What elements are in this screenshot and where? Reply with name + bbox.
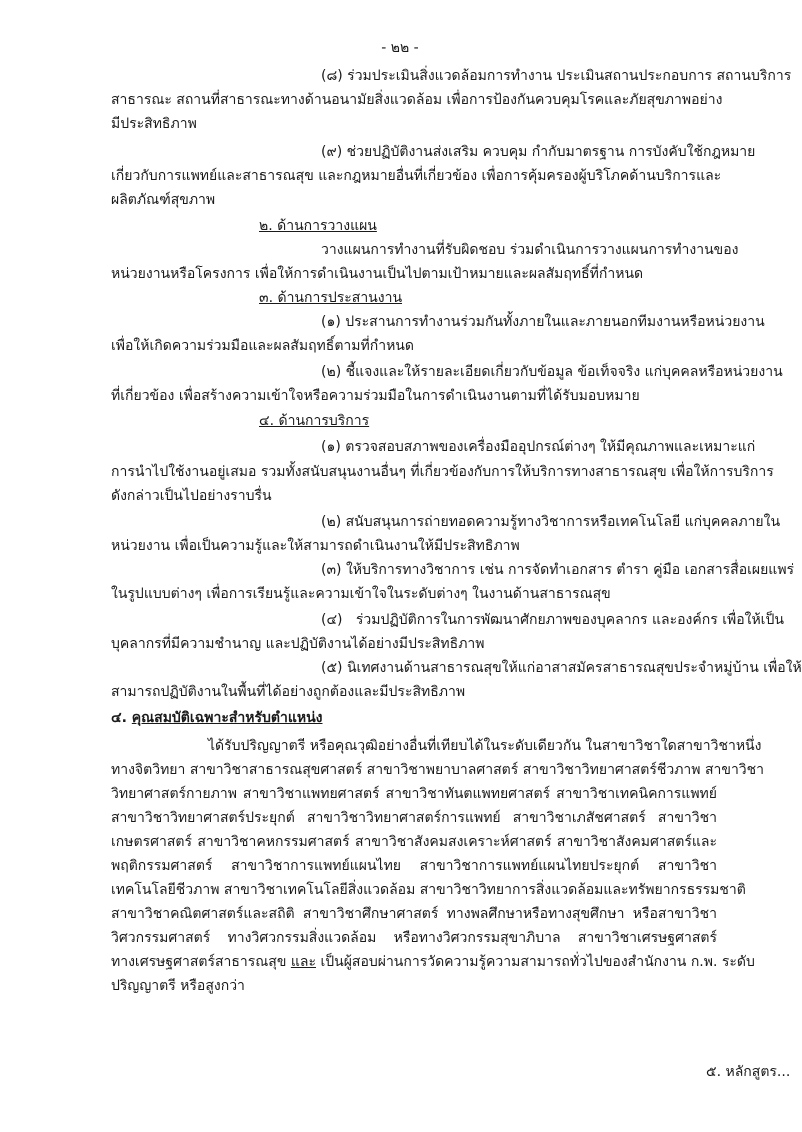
heading-service: ๔. ด้านการบริการ [259,413,370,429]
heading-coordination: ๓. ด้านการประสานงาน [259,290,403,306]
text-line: ผลิตภัณฑ์สุขภาพ [111,192,216,208]
qualification-line: วิศวกรรมศาสตร์ ทางวิศวกรรมสิ่งแวดล้อม หรือทางวิศวกรรมสุขาภิบาล สาขาวิชาเศรษฐศาสตร์ [111,930,717,946]
text-line: ดังกล่าวเป็นไปอย่างราบรื่น [111,488,272,504]
text-line: การนำไปใช้งานอยู่เสมอ รวมทั้งสนับสนุนงานอื่นๆ ที่เกี่ยวข้องกับการให้บริการทางสาธารณสุข เพื่อให้การบริการ [111,464,774,480]
text-line: หน่วยงานหรือโครงการ เพื่อให้การดำเนินงานเป็นไปตามเป้าหมายและผลสัมฤทธิ์ที่กำหนด [111,266,644,282]
text-line: ในรูปแบบต่างๆ เพื่อการเรียนรู้และความเข้าใจในระดับต่างๆ ในงานด้านสาธารณสุข [111,586,611,602]
service-item-2: (๒) สนับสนุนการถ่ายทอดความรู้ทางวิชาการหรือเทคโนโลยี แก่บุคคลภายใน [321,514,781,530]
duty-item-8: (๘) ร่วมประเมินสิ่งแวดล้อมการทำงาน ประเมินสถานประกอบการ สถานบริการ [321,68,792,84]
text-line: หน่วยงาน เพื่อเป็นความรู้และให้สามารถดำเนินงานให้มีประสิทธิภาพ [111,538,520,554]
qualification-line: ทางจิตวิทยา สาขาวิชาสาธารณสุขศาสตร์ สาขาวิชาพยาบาลศาสตร์ สาขาวิชาวิทยาศาสตร์ชีวภาพ สาขาวิชา [111,762,765,778]
qualification-line: ปริญญาตรี หรือสูงกว่า [111,978,245,994]
heading-planning: ๒. ด้านการวางแผน [259,218,377,234]
qualification-line: สาขาวิชาวิทยาศาสตร์ประยุกต์ สาขาวิชาวิทยาศาสตร์การแพทย์ สาขาวิชาเภสัชศาสตร์ สาขาวิชา [111,810,717,826]
text-line: เกี่ยวกับการแพทย์และสาธารณสุข และกฎหมายอื่นที่เกี่ยวข้อง เพื่อการคุ้มครองผู้บริโภคด้านบริการและ [111,168,722,184]
section-4-heading [111,708,323,728]
text-line: มีประสิทธิภาพ [111,116,197,132]
planning-text: วางแผนการทำงานที่รับผิดชอบ ร่วมดำเนินการวางแผนการทำงานของ [321,242,739,258]
qualification-line [111,952,755,972]
section-title: คุณสมบัติเฉพาะสำหรับตำแหน่ง [131,710,323,726]
qualification-line: วิทยาศาสตร์กายภาพ สาขาวิชาแพทยศาสตร์ สาขาวิชาทันตแพทยศาสตร์ สาขาวิชาเทคนิคการแพทย์ [111,786,717,802]
text-line: เพื่อให้เกิดความร่วมมือและผลสัมฤทธิ์ตามที่กำหนด [111,338,414,354]
qualification-line: พฤติกรรมศาสตร์ สาขาวิชาการแพทย์แผนไทย สาขาวิชาการแพทย์แผนไทยประยุกต์ สาขาวิชา [111,858,717,874]
next-page-continuation: ๕. หลักสูตร... [706,1064,791,1080]
text-line: สามารถปฏิบัติงานในพื้นที่ได้อย่างถูกต้องและมีประสิทธิภาพ [111,684,466,700]
service-item-3: (๓) ให้บริการทางวิชาการ เช่น การจัดทำเอกสาร ตำรา คู่มือ เอกสารสื่อเผยแพร่ [321,562,795,578]
text-line: สาธารณะ สถานที่สาธารณะทางด้านอนามัยสิ่งแวดล้อม เพื่อการป้องกันควบคุมโรคและภัยสุขภาพอย่าง [111,92,723,108]
coordination-item-2: (๒) ชี้แจงและให้รายละเอียดเกี่ยวกับข้อมูล ข้อเท็จจริง แก่บุคคลหรือหน่วยงาน [321,364,783,380]
service-item-4: (๔) ร่วมปฏิบัติการในการพัฒนาศักยภาพของบุคลากร และองค์กร เพื่อให้เป็น [321,612,784,628]
page-number: - ๒๒ - [381,40,419,56]
text-segment: ทางเศรษฐศาสตร์สาธารณสุข [111,954,287,970]
text-line: บุคลากรที่มีความชำนาญ และปฏิบัติงานได้อย่างมีประสิทธิภาพ [111,636,485,652]
text-line: ที่เกี่ยวข้อง เพื่อสร้างความเข้าใจหรือความร่วมมือในการดำเนินงานตามที่ได้รับมอบหมาย [111,388,640,404]
coordination-item-1: (๑) ประสานการทำงานร่วมกันทั้งภายในและภายนอกทีมงานหรือหน่วยงาน [321,314,765,330]
qualification-line: เทคโนโลยีชีวภาพ สาขาวิชาเทคโนโลยีสิ่งแวดล้อม สาขาวิชาวิทยาการสิ่งแวดล้อมและทรัพยากรธรรมชาติ [111,882,746,898]
and-underlined: และ [290,954,316,970]
duty-item-9: (๙) ช่วยปฏิบัติงานส่งเสริม ควบคุม กำกับมาตรฐาน การบังคับใช้กฎหมาย [321,144,756,160]
section-number: ๔. [111,710,127,726]
service-item-1: (๑) ตรวจสอบสภาพของเครื่องมืออุปกรณ์ต่างๆ ให้มีคุณภาพและเหมาะแก่ [321,439,756,455]
text-segment: เป็นผู้สอบผ่านการวัดความรู้ความสามารถทั่วไปของสำนักงาน ก.พ. ระดับ [320,954,755,970]
qualification-line: ได้รับปริญญาตรี หรือคุณวุฒิอย่างอื่นที่เทียบได้ในระดับเดียวกัน ในสาขาวิชาใดสาขาวิชาหนึ่ง [208,738,762,754]
qualification-line: เกษตรศาสตร์ สาขาวิชาคหกรรมศาสตร์ สาขาวิชาสังคมสงเคราะห์ศาสตร์ สาขาวิชาสังคมศาสตร์และ [111,834,717,850]
service-item-5: (๕) นิเทศงานด้านสาธารณสุขให้แก่อาสาสมัครสาธารณสุขประจำหมู่บ้าน เพื่อให้ [321,660,802,676]
qualification-line: สาขาวิชาคณิตศาสตร์และสถิติ สาขาวิชาศึกษาศาสตร์ ทางพลศึกษาหรือทางสุขศึกษา หรือสาขาวิชา [111,906,717,922]
